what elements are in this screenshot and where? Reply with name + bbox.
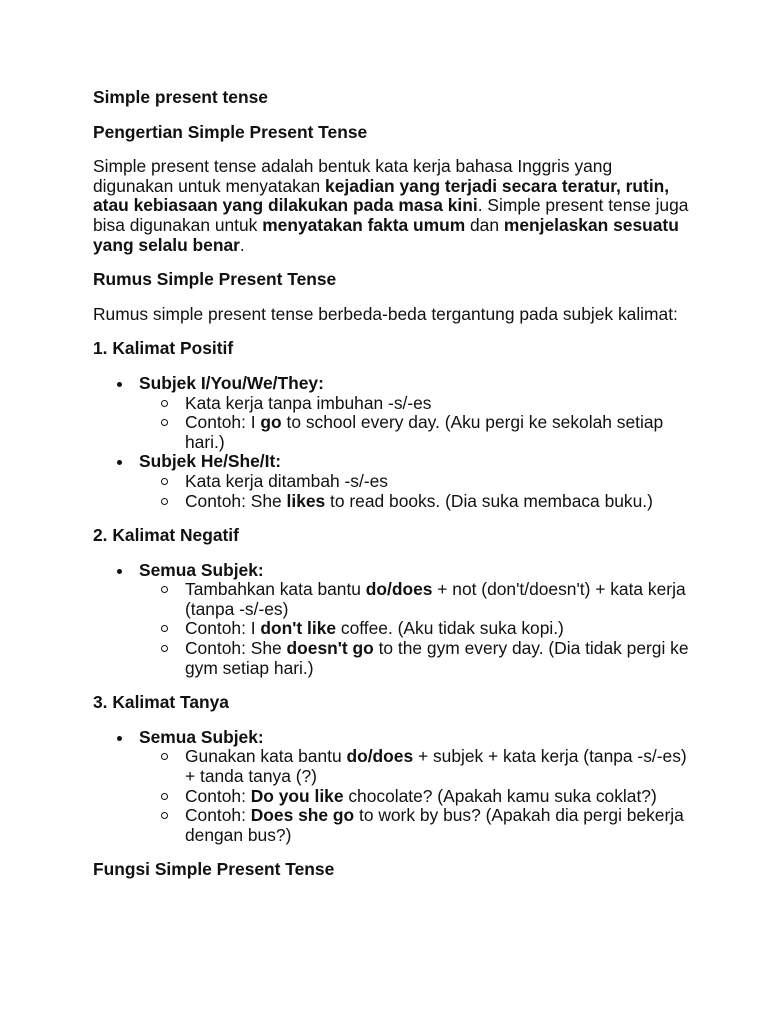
list-item: Contoh: I don't like coffee. (Aku tidak suka kopi.) (138, 619, 693, 639)
document-title: Simple present tense (93, 87, 268, 107)
subject-label: Semua Subjek: (139, 726, 264, 747)
list-item (93, 561, 693, 679)
list-item (93, 728, 693, 846)
heading-kalimat-positif: 1. Kalimat Positif (93, 338, 234, 359)
heading-fungsi: Fungsi Simple Present Tense (93, 859, 335, 880)
subject-label: Subjek He/She/It: (139, 451, 282, 472)
list-item (93, 452, 693, 511)
heading-rumus: Rumus Simple Present Tense (93, 269, 337, 290)
subject-label: Semua Subjek: (139, 559, 264, 580)
sub-list (139, 472, 693, 511)
list-kalimat-negatif (93, 561, 693, 679)
list-item: Contoh: Does she go to work by bus? (Apakah dia pergi bekerja dengan bus?) (138, 806, 693, 845)
sub-list (139, 747, 693, 845)
list-item: Kata kerja tanpa imbuhan -s/-es (138, 394, 693, 414)
heading-kalimat-negatif: 2. Kalimat Negatif (93, 525, 239, 546)
document-page (93, 88, 693, 895)
list-item: Kata kerja ditambah -s/-es (138, 472, 693, 492)
list-kalimat-tanya (93, 728, 693, 846)
list-item (93, 374, 693, 452)
list-item: Gunakan kata bantu do/does + subjek + kata kerja (tanpa -s/-es) + tanda tanya (?) (138, 747, 693, 786)
paragraph-rumus: Rumus simple present tense berbeda-beda tergantung pada subjek kalimat: (93, 303, 678, 324)
list-item: Contoh: She likes to read books. (Dia suka membaca buku.) (138, 492, 693, 512)
paragraph-pengertian: Simple present tense adalah bentuk kata kerja bahasa Inggris yang digunakan untuk menyatakan kejadian yang terjadi secara teratur, rutin, atau kebiasaan yang dilakukan pada masa kini. Simple present tense juga bisa digunakan untuk menyatakan fakta umum dan menjelaskan sesuatu yang selalu benar. (93, 156, 689, 255)
list-item: Contoh: I go to school every day. (Aku pergi ke sekolah setiap hari.) (138, 413, 693, 452)
list-item: Contoh: She doesn't go to the gym every day. (Dia tidak pergi ke gym setiap hari.) (138, 639, 693, 678)
sub-list (139, 394, 693, 453)
heading-kalimat-tanya: 3. Kalimat Tanya (93, 692, 229, 713)
list-kalimat-positif (93, 374, 693, 511)
subject-label: Subjek I/You/We/They: (139, 372, 324, 393)
sub-list (139, 580, 693, 678)
list-item: Contoh: Do you like chocolate? (Apakah kamu suka coklat?) (138, 787, 693, 807)
list-item: Tambahkan kata bantu do/does + not (don't/doesn't) + kata kerja (tanpa -s/-es) (138, 580, 693, 619)
heading-pengertian: Pengertian Simple Present Tense (93, 121, 368, 142)
